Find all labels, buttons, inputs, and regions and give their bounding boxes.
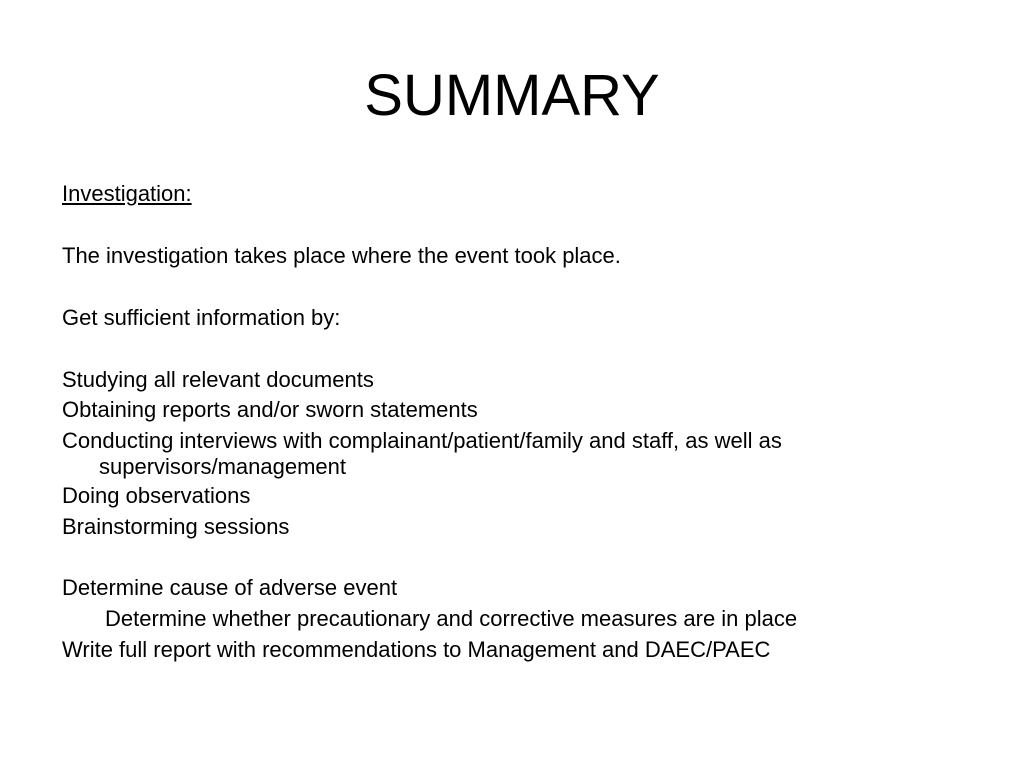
- info-lead-text: Get sufficient information by:: [62, 305, 341, 330]
- step-item: Write full report with recommendations to Management and DAEC/PAEC: [62, 637, 771, 662]
- method-item: Brainstorming sessions: [62, 514, 290, 539]
- method-item-interviews-line1: Conducting interviews with complainant/patient/family and staff, as well as: [62, 428, 782, 453]
- method-item-interviews: [62, 428, 962, 480]
- method-item: Obtaining reports and/or sworn statements: [62, 397, 478, 422]
- step-item: Determine cause of adverse event: [62, 575, 398, 600]
- slide-title: SUMMARY: [364, 63, 660, 128]
- section-heading: Investigation:: [62, 181, 192, 206]
- method-item-interviews-line2: supervisors/management: [99, 454, 347, 479]
- method-item: Studying all relevant documents: [62, 367, 374, 392]
- method-item: Doing observations: [62, 483, 251, 508]
- intro-text: The investigation takes place where the event took place.: [62, 243, 621, 268]
- step-item-indented: Determine whether precautionary and corrective measures are in place: [105, 606, 798, 631]
